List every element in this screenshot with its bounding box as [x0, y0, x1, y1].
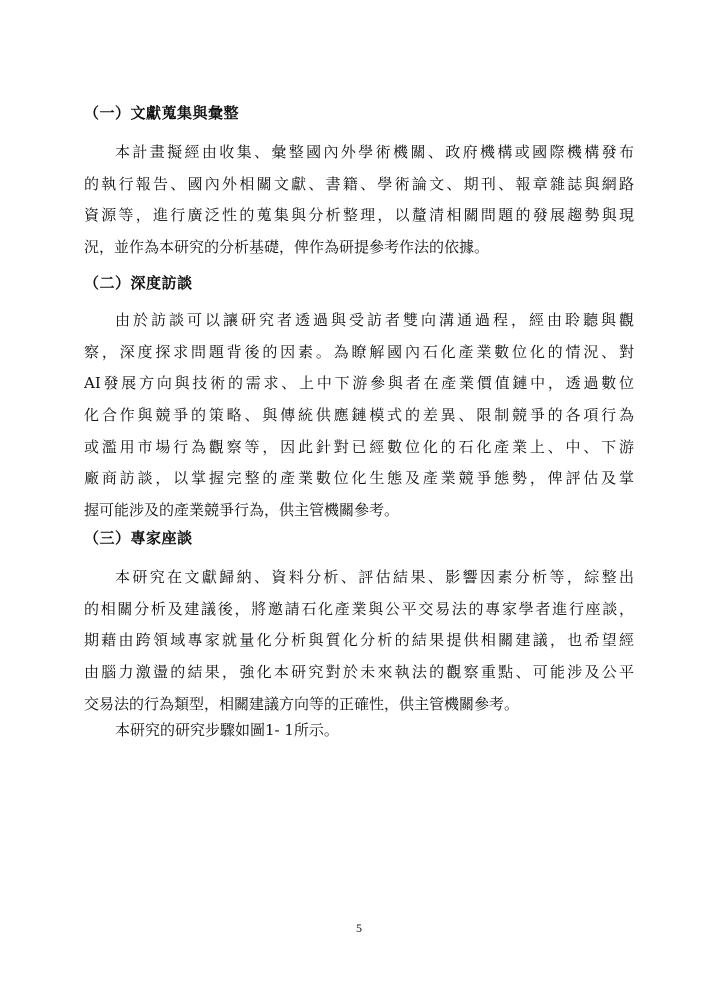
- paragraph-line: 資源等，進行廣泛性的蒐集與分析整理，以釐清相關問題的發展趨勢與現: [84, 206, 634, 225]
- paragraph-line: 本研究在文獻歸納、資料分析、評估結果、影響因素分析等，綜整出: [115, 568, 634, 586]
- paragraph-line: 廠商訪談，以掌握完整的產業數位化生態及產業競爭態勢，俾評估及掌: [84, 469, 634, 488]
- section-heading-in-depth-interview: （二）深度訪談: [84, 274, 193, 292]
- paragraph-line: 由於訪談可以讓研究者透過與受訪者雙向溝通過程，經由聆聽與觀: [115, 311, 634, 329]
- paragraph-line: 化合作與競爭的策略、與傳統供應鏈模式的差異、限制競爭的各項行為: [84, 406, 634, 425]
- paragraph-line: 況，並作為本研究的分析基礎，俾作為研提參考作法的依據。: [84, 238, 490, 257]
- paragraph-line: 的相關分析及建議後，將邀請石化產業與公平交易法的專家學者進行座談，: [84, 599, 634, 618]
- paragraph-line: 期藉由跨領域專家就量化分析與質化分析的結果提供相關建議，也希望經: [84, 631, 634, 650]
- paragraph-closing: [84, 715, 634, 747]
- paragraph-line: 握可能涉及的產業競爭行為，供主管機關參考。: [84, 501, 400, 520]
- paragraph-line: 交易法的行為類型，相關建議方向等的正確性，供主管機關參考。: [84, 694, 520, 713]
- paragraph-literature-review: [84, 137, 634, 264]
- paragraph-in-depth-interview: [84, 305, 634, 527]
- paragraph-line: 或濫用市場行為觀察等，因此針對已經數位化的石化產業上、中、下游: [84, 437, 634, 456]
- paragraph-line: 由腦力激盪的結果，強化本研究對於未來執法的觀察重點、可能涉及公平: [84, 663, 634, 682]
- section-heading-expert-panel: （三）專家座談: [84, 529, 193, 547]
- page-number: 5: [356, 921, 362, 935]
- section-heading-literature-review: （一）文獻蒐集與彙整: [84, 104, 240, 122]
- paragraph-line: 本計畫擬經由收集、彙整國內外學術機關、政府機構或國際機構發布: [115, 143, 634, 161]
- paragraph-line: 察，深度探求問題背後的因素。為瞭解國內石化產業數位化的情況、對: [84, 342, 634, 361]
- paragraph-line: 的執行報告、國內外相關文獻、書籍、學術論文、期刊、報章雜誌與網路: [84, 174, 634, 193]
- paragraph-line: AI發展方向與技術的需求、上中下游參與者在產業價值鏈中，透過數位: [84, 374, 634, 393]
- paragraph-expert-panel: [84, 562, 634, 720]
- closing-line: 本研究的研究步驟如圖1- 1所示。: [115, 721, 339, 739]
